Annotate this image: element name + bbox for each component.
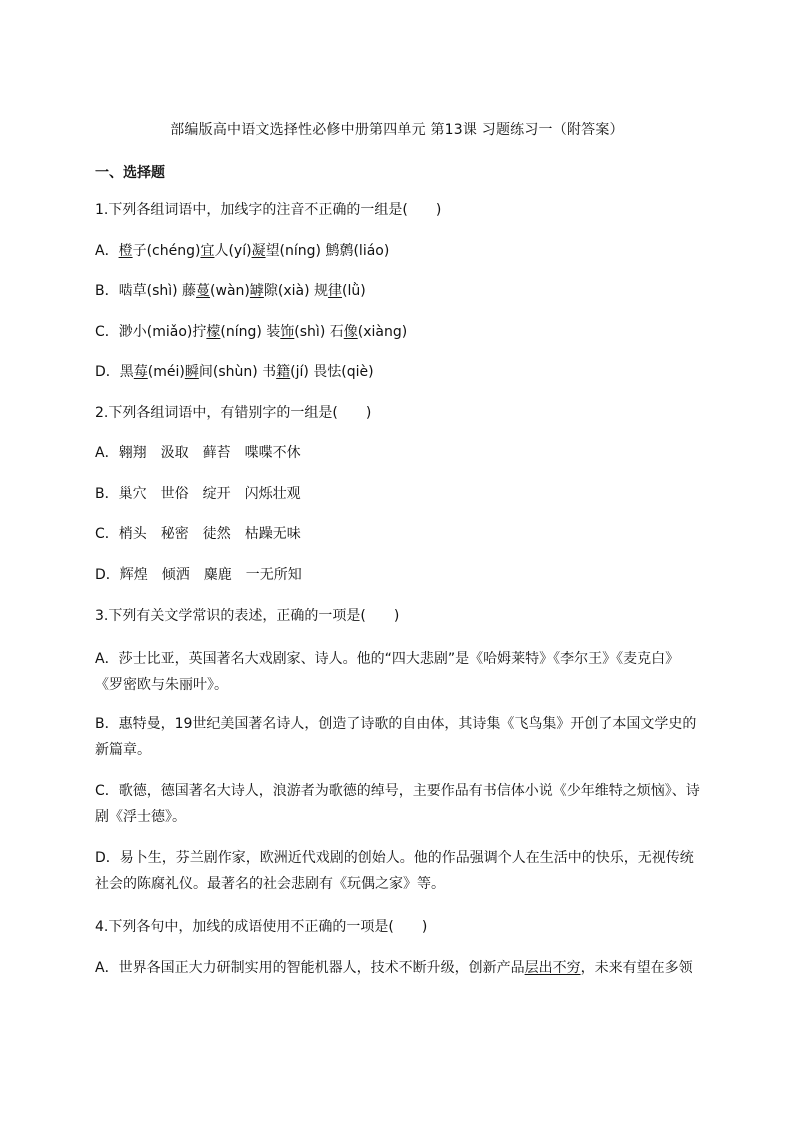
question-2-stem: 2.下列各组词语中，有错别字的一组是( ) xyxy=(95,405,372,421)
question-1-option-c: C．渺小(miǎo)拧檬(níng) 装饰(shì) 石像(xiàng) xyxy=(95,324,408,340)
question-4-option-a: A．世界各国正大力研制实用的智能机器人，技术不断升级，创新产品层出不穷，未来有望在多领 xyxy=(95,960,693,976)
question-3-option-b: B．惠特曼，19世纪美国著名诗人，创造了诗歌的自由体，其诗集《飞鸟集》开创了本国文学史的新篇章。 xyxy=(95,716,697,758)
question-1-stem: 1.下列各组词语中，加线字的注音不正确的一组是( ) xyxy=(95,202,442,218)
question-4-stem: 4.下列各句中，加线的成语使用不正确的一项是( ) xyxy=(95,919,428,935)
question-2-option-c: C．梢头 秘密 徒然 枯躁无味 xyxy=(95,526,301,542)
question-3-stem: 3.下列有关文学常识的表述，正确的一项是( ) xyxy=(95,608,400,624)
question-3-option-a: A．莎士比亚，英国著名大戏剧家、诗人。他的“四大悲剧”是《哈姆莱特》《李尔王》《麦克白》《罗密欧与朱丽叶》。 xyxy=(95,651,680,693)
section-heading: 一、选择题 xyxy=(95,165,165,181)
question-1-option-d: D．黑莓(méi)瞬间(shùn) 书籍(jí) 畏怯(qiè) xyxy=(95,364,374,380)
question-2-option-b: B．巢穴 世俗 绽开 闪烁壮观 xyxy=(95,486,301,502)
question-3-option-d: D．易卜生，芬兰剧作家，欧洲近代戏剧的创始人。他的作品强调个人在生活中的快乐，无视传统社会的陈腐礼仪。最著名的社会悲剧有《玩偶之家》等。 xyxy=(95,850,694,892)
question-1-option-a: A．橙子(chéng)宜人(yí)凝望(níng) 鹪鹩(liáo) xyxy=(95,243,390,259)
question-3-option-c: C．歌德，德国著名大诗人，浪游者为歌德的绰号，主要作品有书信体小说《少年维特之烦恼》、诗剧《浮士德》。 xyxy=(95,783,700,825)
document-title: 部编版高中语文选择性必修中册第四单元 第13课 习题练习一（附答案） xyxy=(170,122,624,138)
question-2-option-d: D．辉煌 倾洒 麋鹿 一无所知 xyxy=(95,567,302,583)
question-1-option-b: B．啮草(shì) 藤蔓(wàn)罅隙(xià) 规律(lǜ) xyxy=(95,283,366,299)
question-2-option-a: A．翱翔 汲取 藓苔 喋喋不休 xyxy=(95,445,301,461)
